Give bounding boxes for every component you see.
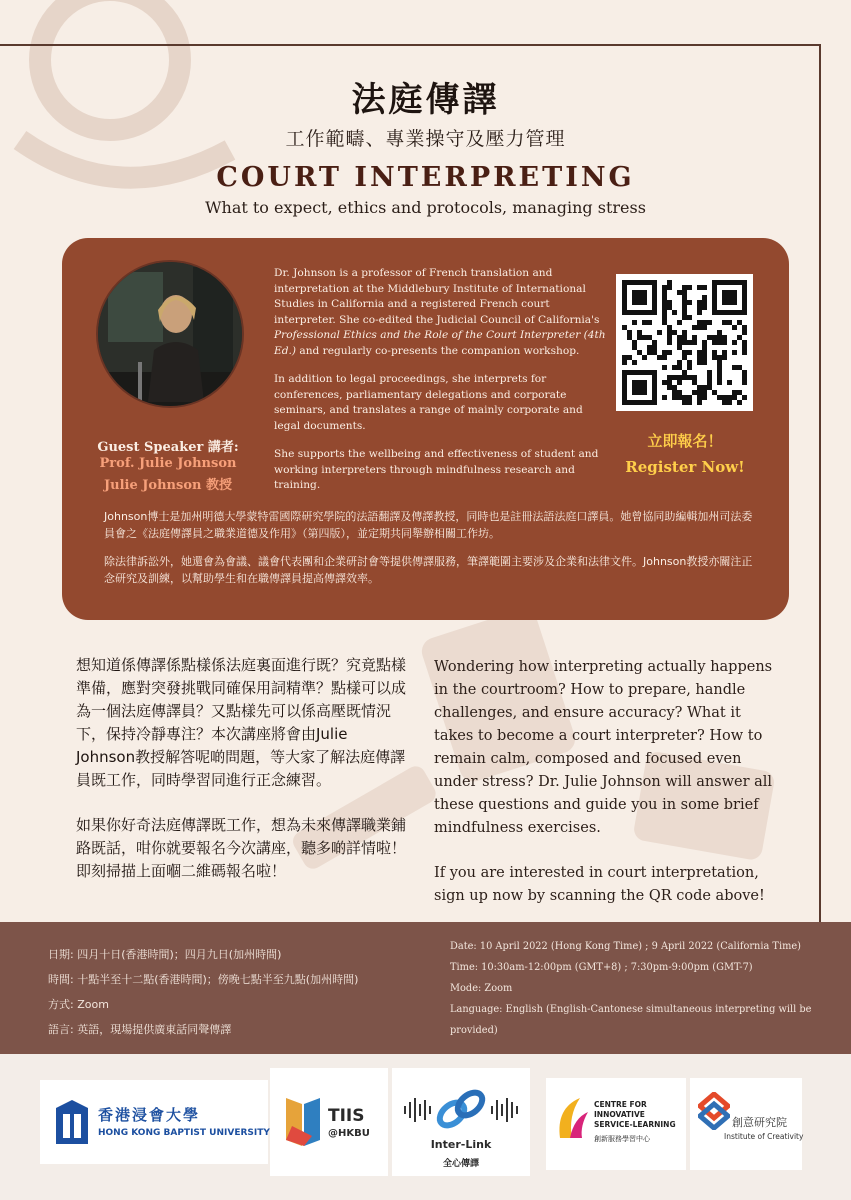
bio-book-title: Professional Ethics and the Role of the Court Interpreter (4th Ed.) [274,329,606,357]
speaker-photo [96,260,244,408]
speaker-name-zh: Julie Johnson 教授 [104,478,232,493]
inter-link-logo [392,1068,530,1176]
event-time-en: Time: 10:30am-12:00pm (GMT+8) ; 7:30pm-9:00pm (GMT-7) [450,962,753,973]
cisl-name-zh: 創新服務學習中心 [594,1135,650,1143]
speaker-bio-zh [104,508,754,598]
bio-text: and regularly co-presents the companion workshop. [296,344,580,357]
description-en-paragraph: If you are interested in court interpretation, sign up now by scanning the QR code above! [434,865,765,904]
event-date-zh: 日期: 四月十日(香港時間)；四月九日(加州時間) [48,948,282,961]
event-description-en [434,656,784,930]
description-en-paragraph: Wondering how interpreting actually happens in the courtroom? How to prepare, handle challenges, and ensure accuracy? What it takes to become a court interpreter? How to remain calm, composed and focused even under stress? Dr. Julie Johnson will answer all these questions and guide you in some brief mindfulness exercises. [434,659,773,836]
event-details-zh [48,942,358,1042]
event-language-en: Language: English (English-Cantonese simultaneous interpreting will be provided) [450,1004,812,1036]
page-title-zh: 法庭傳譯 [351,80,500,120]
cisl-line-2: INNOVATIVE [594,1110,645,1119]
bio-zh-paragraph: 除法律訴訟外，她還會為會議、議會代表團和企業研討會等提供傳譯服務，筆譯範圍主要涉及企業和法律文件。Johnson教授亦關注正念研究及訓練，以幫助學生和在職傳譯員提高傳譯效率。 [104,555,753,585]
bio-paragraph: In addition to legal proceedings, she interprets for conferences, parliamentary delegations and corporate seminars, and translates a range of mainly corporate and legal documents. [274,373,583,432]
event-mode-en: Mode: Zoom [450,983,513,994]
creativity-logo [690,1078,802,1170]
event-language-zh: 語言: 英語，現場提供廣東話同聲傳譯 [48,1023,232,1036]
top-rule [0,44,820,46]
speaker-bio-en [274,266,606,507]
page-title-en: COURT INTERPRETING [216,162,635,193]
speaker-card [62,238,789,620]
description-zh-paragraph: 想知道係傳譯係點樣係法庭裏面進行既？究竟點樣準備，應對突發挑戰同確保用詞精準？點樣可以成為一個法庭傳譯員？又點樣先可以係高壓既情況下，保持冷靜專注？本次講座將會由Julie Johnson教授解答呢啲問題，等大家了解法庭傳譯員既工作，同時學習同進行正念練習。 [76,656,407,789]
page-subtitle-en: What to expect, ethics and protocols, managing stress [205,198,646,217]
event-mode-zh: 方式: Zoom [48,998,109,1011]
inter-link-name: Inter-Link [430,1138,492,1151]
bio-zh-paragraph: Johnson博士是加州明德大學蒙特雷國際研究學院的法語翻譯及傳譯教授，同時也是註冊法語法庭口譯員。她曾協同助編輯加州司法委員會之《法庭傳譯員之職業道德及作用》（第四版），並定期共同舉辦相關工作坊。 [104,510,753,540]
tiis-sub: @HKBU [328,1128,370,1139]
hkbu-name-en: HONG KONG BAPTIST UNIVERSITY [98,1128,270,1138]
speaker-label: Guest Speaker 講者: [97,440,239,455]
bio-text: Dr. Johnson is a professor of French translation and interpretation at the Middlebury Institute of International Studies in California and a registered French court interpreter. She co-edited the Judicial Council of California's [274,267,600,326]
register-now-en[interactable]: Register Now! [625,458,745,476]
register-now-zh[interactable]: 立即報名！ [647,432,723,450]
bio-paragraph [274,266,606,359]
hkbu-name-zh: 香港浸會大學 [98,1106,201,1124]
creativity-name-en: Institute of Creativity [724,1132,804,1141]
event-time-zh: 時間: 十點半至十二點(香港時間)；傍晚七點半至九點(加州時間) [48,973,359,986]
hkbu-logo [40,1080,268,1164]
page-subtitle-zh: 工作範疇、專業操守及壓力管理 [285,128,566,150]
registration-qr-code[interactable] [616,274,753,411]
cisl-logo [546,1078,686,1170]
tiis-name: TIIS [328,1106,365,1126]
creativity-name-zh: 創意研究院 [732,1116,787,1129]
speaker-name-en: Prof. Julie Johnson [99,456,237,471]
event-details-band [0,922,851,1054]
event-date-en: Date: 10 April 2022 (Hong Kong Time) ; 9 April 2022 (California Time) [450,941,802,952]
cisl-line-3: SERVICE-LEARNING [594,1120,676,1129]
tiis-logo [270,1068,388,1176]
cisl-line-1: CENTRE FOR [594,1100,647,1109]
event-description-zh [76,654,406,905]
partner-logos [0,1054,851,1200]
bio-paragraph: She supports the wellbeing and effectiveness of student and working interpreters through mindfulness research and training. [274,448,599,491]
event-details-en [450,936,820,1041]
description-zh-paragraph: 如果你好奇法庭傳譯既工作，想為未來傳譯職業鋪路既話，咁你就要報名今次講座，聽多啲詳情啦！即刻掃描上面嗰二維碼報名啦！ [76,816,407,880]
inter-link-name-zh: 全心傳譯 [442,1159,479,1169]
